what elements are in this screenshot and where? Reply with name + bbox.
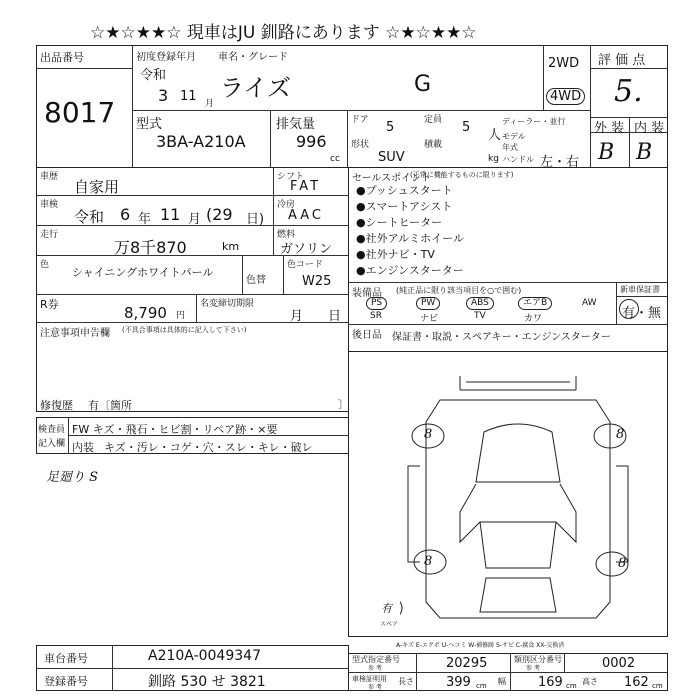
class-label: 類別区分番号 <box>514 655 562 664</box>
selling-list <box>356 183 464 279</box>
model-name: ライズ <box>220 74 292 102</box>
equip-pw: PW <box>416 297 440 310</box>
mileage-label: 走行 <box>40 230 59 240</box>
reg-year: 3 <box>158 86 169 105</box>
model-label: 車名・グレード <box>218 52 288 63</box>
type-value: 3BA-A210A <box>156 132 246 151</box>
score-value: 5. <box>614 74 643 109</box>
class-value: 0002 <box>602 656 636 671</box>
type-spec-ref: 参 考 <box>368 665 382 672</box>
width-label: 幅 <box>498 677 506 686</box>
score-int-label: 内 装 <box>634 121 665 136</box>
diagram-legend: A-キズ E-エクボ U-ヘコミ W-補修跡 S-サビ C-腐食 XX-交換済 <box>396 642 565 649</box>
reg-label: 初度登録年月 <box>136 52 196 63</box>
body-label: 形状 <box>351 140 370 150</box>
spare-wheel <box>400 596 402 620</box>
len-value: 399 <box>446 675 471 690</box>
inspector-row1: FW キズ・飛石・ヒビ割・リペア跡・×要 <box>72 423 278 436</box>
selling-label: セールスポイント <box>352 173 432 184</box>
fuel-value: ガソリン <box>280 242 333 257</box>
equip-sr: SR <box>370 311 382 321</box>
mileage-unit: km <box>222 240 240 253</box>
type-spec-value: 20295 <box>446 656 488 671</box>
inspect-label: 車検 <box>40 200 59 210</box>
list-item: ●スマートアシスト <box>356 200 453 213</box>
class-ref: 参 考 <box>526 665 540 672</box>
height-unit: cm <box>652 682 663 690</box>
equip-navi: ナビ <box>420 314 439 324</box>
equip-aw: AW <box>582 298 597 308</box>
inspector-row2-label: 内装 <box>72 441 94 454</box>
load-label: 積載 <box>424 140 443 150</box>
cert-ref: 参 考 <box>368 684 382 691</box>
after-value: 保証書・取説・スペアキー・エンジンスターター <box>392 332 611 343</box>
inspector-label-1: 検査員 <box>38 425 66 435</box>
list-item: ●プッシュスタート <box>356 184 453 197</box>
color-code-label: 色コード <box>287 260 324 270</box>
body-value: SUV <box>378 150 405 165</box>
handle-value: 左・右 <box>540 155 580 170</box>
warranty-label: 新車保証書 <box>620 285 660 294</box>
history-value: 自家用 <box>74 178 120 196</box>
selling-sub: (正常に機能するものに限ります) <box>410 171 514 179</box>
width-value: 169 <box>538 675 563 690</box>
tire-mark-rear-left: 8 <box>424 554 433 569</box>
len-unit: cm <box>476 682 487 690</box>
warranty-circle <box>619 299 639 319</box>
score-ext-label: 外 装 <box>594 121 625 136</box>
mileage-value: 万8千870 <box>114 238 187 257</box>
inspect-day: (29 <box>206 205 233 224</box>
drive-4wd: 4WD <box>546 88 585 105</box>
equip-label: 装備品 <box>352 288 382 299</box>
inspect-month: 11 <box>160 205 181 224</box>
color-code: W25 <box>302 274 332 289</box>
score-ext: B <box>598 140 615 165</box>
type-spec-label: 型式指定番号 <box>352 655 400 664</box>
ac-value: AAC <box>288 208 324 223</box>
equip-abs: ABS <box>466 297 494 310</box>
tire-mark-front-right: 8 <box>616 427 625 442</box>
after-label: 後日品 <box>352 330 382 341</box>
inspect-year-unit: 年 <box>138 212 152 227</box>
cap-label: 定員 <box>424 115 443 125</box>
inspect-era: 令和 <box>74 208 105 226</box>
equip-tv: TV <box>474 311 486 321</box>
drive-2wd: 2WD <box>548 56 580 71</box>
lot-label: 出品番号 <box>40 51 84 64</box>
handwritten-note: 足廻り S <box>46 470 99 485</box>
handle-label: ハンドル <box>502 155 534 164</box>
model-grade: G <box>414 72 432 97</box>
notes-label: 注意事項申告欄 <box>40 328 110 339</box>
color-value: シャイニングホワイトパール <box>72 266 214 279</box>
disp-label: 排気量 <box>276 117 316 132</box>
len-label: 長さ <box>398 677 414 686</box>
spare-label: スペア <box>380 621 399 628</box>
fuel-label: 燃料 <box>277 230 296 240</box>
notes-sub: (不具合事項は具体的に記入して下さい) <box>122 326 247 334</box>
chassis-label: 車台番号 <box>44 652 88 665</box>
mid-left-section <box>36 167 349 412</box>
inspect-month-unit: 月 <box>188 212 202 227</box>
list-item: ●社外ナビ・TV <box>356 248 435 261</box>
inspector-label-2: 記入欄 <box>38 439 66 449</box>
color-swap-label: 色替 <box>246 275 266 286</box>
doors-label: ドア <box>351 115 369 125</box>
width-unit: cm <box>566 682 577 690</box>
equip-sub: (純正品に限り該当項目を○で囲む) <box>396 286 522 295</box>
shift-value: FAT <box>290 179 322 194</box>
equip-airbag: エアB <box>518 297 552 310</box>
lot-number: 8017 <box>44 96 116 129</box>
inspect-year: 6 <box>120 205 131 224</box>
doors-value: 5 <box>386 120 395 135</box>
model-year-label: モデル 年式 <box>502 132 526 152</box>
tire-mark-front-left: 8 <box>424 427 433 442</box>
chassis-value: A210A-0049347 <box>148 648 261 664</box>
color-label: 色 <box>40 260 50 270</box>
inspect-day-unit: 日) <box>246 212 265 227</box>
spare-mark: 有 <box>381 602 392 615</box>
warranty-value: 有・無 <box>622 306 662 321</box>
deadline-month: 月 <box>290 309 304 324</box>
list-item: ●シートヒーター <box>356 216 443 229</box>
cap-unit: 人 <box>488 128 502 143</box>
type-label: 型式 <box>136 117 163 132</box>
header-banner: ☆★☆★★☆ 現車はJU 釧路にあります ☆★☆★★☆ <box>90 23 477 43</box>
tire-mark-rear-right: 8 <box>618 556 627 571</box>
deadline-day: 日 <box>328 309 342 324</box>
recycle-unit: 円 <box>176 311 186 321</box>
cap-value: 5 <box>462 120 471 135</box>
recycle-label: R券 <box>40 298 59 311</box>
list-item: ●社外アルミホイール <box>356 232 464 245</box>
repair-label: 修復歴 <box>40 399 73 412</box>
repair-close: 〕 <box>338 398 349 411</box>
equip-leather: カワ <box>524 314 543 324</box>
repair-value: 有〔箇所 <box>88 399 132 412</box>
score-label: 評 価 点 <box>598 53 646 68</box>
disp-value: 996 <box>296 132 327 151</box>
plate-value: 釧路 530 せ 3821 <box>148 674 266 690</box>
cc-unit: cc <box>330 154 340 164</box>
car-diagram <box>400 372 640 632</box>
deadline-label: 名変締切期限 <box>200 299 255 309</box>
inspector-row2: キズ・汚レ・コゲ・穴・スレ・キレ・破レ <box>104 441 313 454</box>
reg-era: 令和 <box>140 68 167 83</box>
load-unit: kg <box>488 154 499 164</box>
plate-label: 登録番号 <box>44 675 88 688</box>
height-label: 高さ <box>582 677 598 686</box>
score-int: B <box>636 140 653 165</box>
height-value: 162 <box>624 675 649 690</box>
reg-month-unit: 月 <box>205 99 215 109</box>
shift-label: シフト <box>277 172 305 182</box>
ac-label: 冷房 <box>277 200 296 210</box>
reg-month: 11 <box>180 89 197 104</box>
history-label: 車歴 <box>40 172 59 182</box>
equip-ps: PS <box>366 297 387 310</box>
cert-label: 車検証明用 <box>352 675 387 683</box>
dealer-label: ディーラー・並行 <box>502 117 566 126</box>
list-item: ●エンジンスターター <box>356 264 464 277</box>
recycle-value: 8,790 <box>124 304 167 322</box>
